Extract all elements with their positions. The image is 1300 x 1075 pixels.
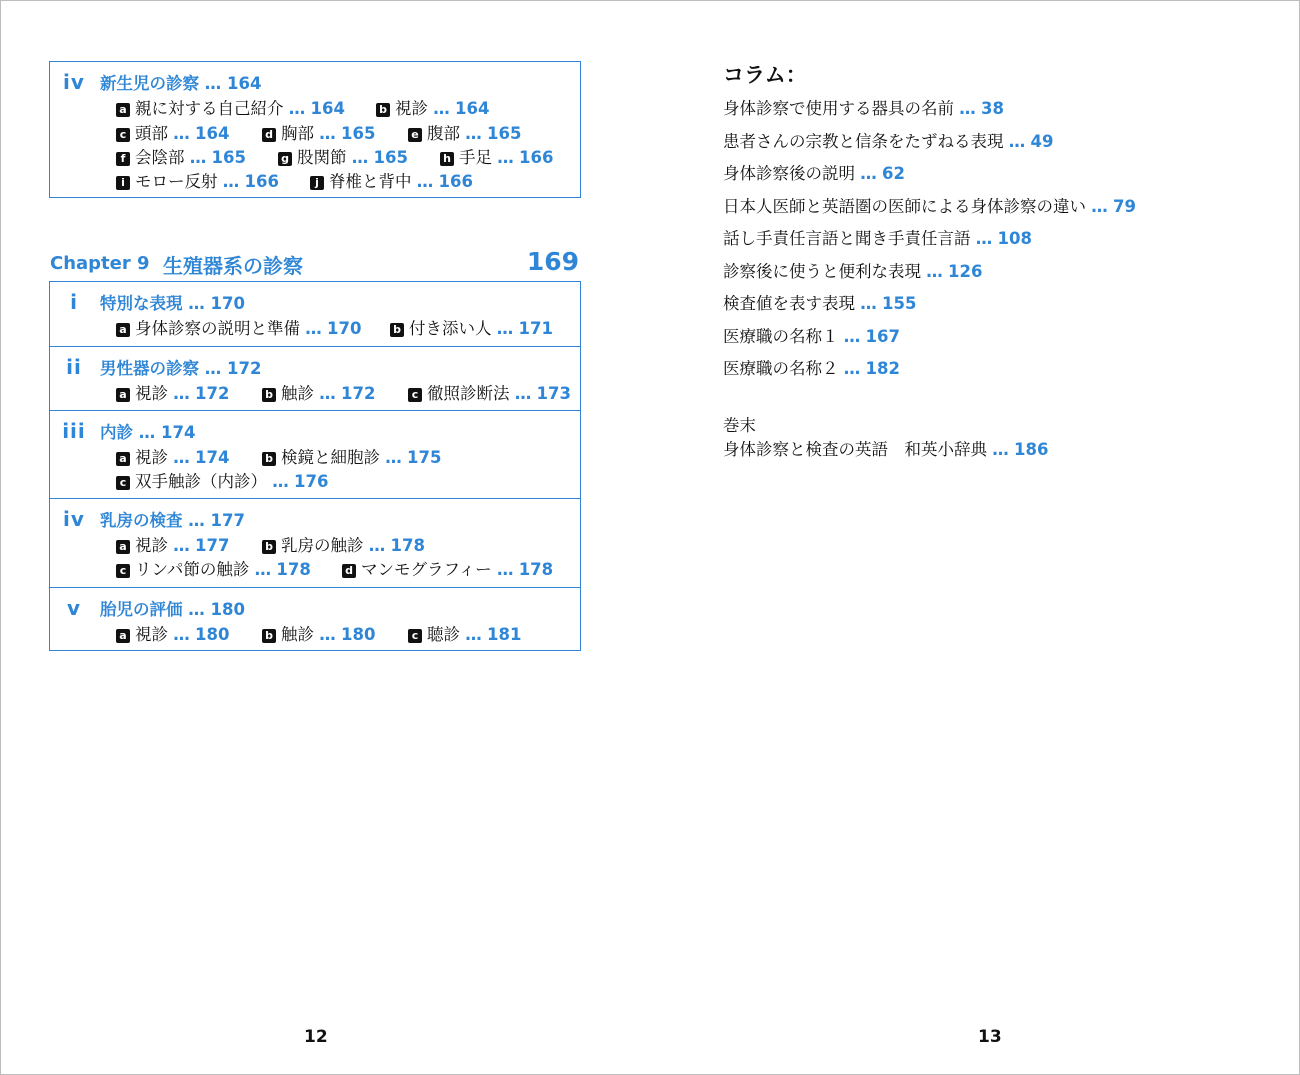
- toc-item[interactable]: b 検鏡と細胞診 … 175: [262, 444, 441, 468]
- section-numeral: ii: [66, 355, 82, 379]
- section-title[interactable]: 特別な表現 … 170: [100, 294, 245, 313]
- toc-item[interactable]: a 視診 … 174: [116, 444, 229, 468]
- toc-item[interactable]: d マンモグラフィー … 178: [342, 556, 553, 580]
- column-item[interactable]: 検査値を表す表現 … 155: [723, 294, 917, 313]
- section-numeral: i: [70, 290, 78, 314]
- section-numeral: iv: [63, 70, 85, 94]
- section-title[interactable]: 新生児の診察 … 164: [100, 74, 262, 93]
- toc-item[interactable]: a 視診 … 180: [116, 621, 229, 645]
- section-numeral: iv: [63, 507, 85, 531]
- toc-item[interactable]: b 触診 … 180: [262, 621, 375, 645]
- column-item[interactable]: 身体診察後の説明 … 62: [723, 164, 905, 183]
- toc-item[interactable]: g 股関節 … 165: [278, 144, 408, 168]
- toc-item[interactable]: c 聴診 … 181: [408, 621, 521, 645]
- toc-item[interactable]: c 頭部 … 164: [116, 120, 229, 144]
- toc-section: [50, 587, 580, 649]
- column-item[interactable]: 患者さんの宗教と信条をたずねる表現 … 49: [723, 132, 1054, 151]
- toc-item[interactable]: a 視診 … 172: [116, 380, 229, 404]
- section-title[interactable]: 乳房の検査 … 177: [100, 511, 245, 530]
- appendix-item[interactable]: 身体診察と検査の英語 和英小辞典 … 186: [723, 440, 1049, 459]
- column-heading: コラム：: [723, 63, 807, 87]
- toc-item[interactable]: i モロー反射 … 166: [116, 168, 279, 192]
- column-item[interactable]: 話し手責任言語と聞き手責任言語 … 108: [723, 229, 1032, 248]
- column-item[interactable]: 診察後に使うと便利な表現 … 126: [723, 262, 983, 281]
- section-title[interactable]: 内診 … 174: [100, 423, 196, 442]
- column-item[interactable]: 身体診察で使用する器具の名前 … 38: [723, 99, 1004, 118]
- column-item[interactable]: 日本人医師と英語圏の医師による身体診察の違い … 79: [723, 197, 1136, 216]
- section-numeral: v: [66, 596, 82, 620]
- appendix-heading: 巻末: [723, 416, 756, 435]
- toc-section: [50, 282, 580, 346]
- toc-section: [50, 498, 580, 587]
- toc-item[interactable]: c 徹照診断法 … 173: [408, 380, 571, 404]
- toc-item[interactable]: b 乳房の触診 … 178: [262, 532, 425, 556]
- section-title[interactable]: 男性器の診察 … 172: [100, 359, 262, 378]
- toc-item[interactable]: b 触診 … 172: [262, 380, 375, 404]
- toc-box-newborn: [49, 61, 581, 198]
- toc-item[interactable]: b 視診 … 164: [376, 95, 489, 119]
- chapter-label: Chapter 9: [50, 253, 150, 274]
- section-title[interactable]: 胎児の評価 … 180: [100, 600, 245, 619]
- toc-item[interactable]: j 脊椎と背中 … 166: [310, 168, 473, 192]
- toc-item[interactable]: b 付き添い人 … 171: [390, 315, 553, 339]
- column-item[interactable]: 医療職の名称２ … 182: [723, 359, 900, 378]
- page-number-right: 13: [978, 1027, 1002, 1047]
- toc-item[interactable]: c 双手触診（内診） … 176: [116, 468, 328, 492]
- page-number-left: 12: [304, 1027, 328, 1047]
- chapter-heading[interactable]: [49, 249, 581, 279]
- toc-box-chapter9: [49, 281, 581, 651]
- toc-section: [50, 346, 580, 410]
- toc-item[interactable]: a 親に対する自己紹介 … 164: [116, 95, 345, 119]
- toc-item[interactable]: a 視診 … 177: [116, 532, 229, 556]
- toc-item[interactable]: d 胸部 … 165: [262, 120, 375, 144]
- chapter-page: 169: [526, 247, 579, 276]
- toc-item[interactable]: a 身体診察の説明と準備 … 170: [116, 315, 361, 339]
- toc-item[interactable]: h 手足 … 166: [440, 144, 553, 168]
- toc-item[interactable]: e 腹部 … 165: [408, 120, 521, 144]
- section-numeral: iii: [62, 419, 86, 443]
- toc-item[interactable]: c リンパ節の触診 … 178: [116, 556, 311, 580]
- toc-section: [50, 410, 580, 498]
- column-item[interactable]: 医療職の名称１ … 167: [723, 327, 900, 346]
- toc-item[interactable]: f 会陰部 … 165: [116, 144, 246, 168]
- chapter-title: 生殖器系の診察: [163, 254, 303, 278]
